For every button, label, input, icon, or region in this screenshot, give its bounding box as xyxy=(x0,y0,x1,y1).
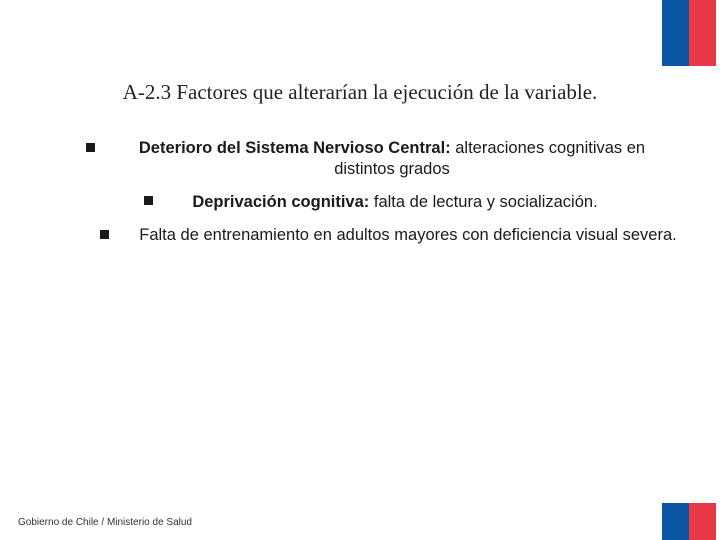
list-item-2-bold: Deprivación cognitiva: xyxy=(192,193,370,211)
bullet-2 xyxy=(144,196,153,205)
list-item-2-text: falta de lectura y socialización. xyxy=(369,193,598,211)
bullet-1 xyxy=(86,143,95,152)
slide-title: A-2.3 Factores que alterarían la ejecución de la variable. xyxy=(122,80,598,104)
list-item-1-text: alteraciones cognitivas en distintos grados xyxy=(334,139,646,178)
chile-flag-logo-top xyxy=(662,0,716,66)
footer-ministry: Gobierno de Chile / Ministerio de Salud xyxy=(18,517,192,528)
bullet-3 xyxy=(100,230,109,239)
list-item-3-text: Falta de entrenamiento en adultos mayores con deficiencia visual severa. xyxy=(139,226,677,244)
list-item-3 xyxy=(128,225,688,246)
list-item-1 xyxy=(112,138,672,180)
list-item-1-bold: Deterioro del Sistema Nervioso Central: xyxy=(138,139,451,157)
list-item-2 xyxy=(170,192,620,213)
chile-flag-logo-bottom xyxy=(662,503,716,540)
